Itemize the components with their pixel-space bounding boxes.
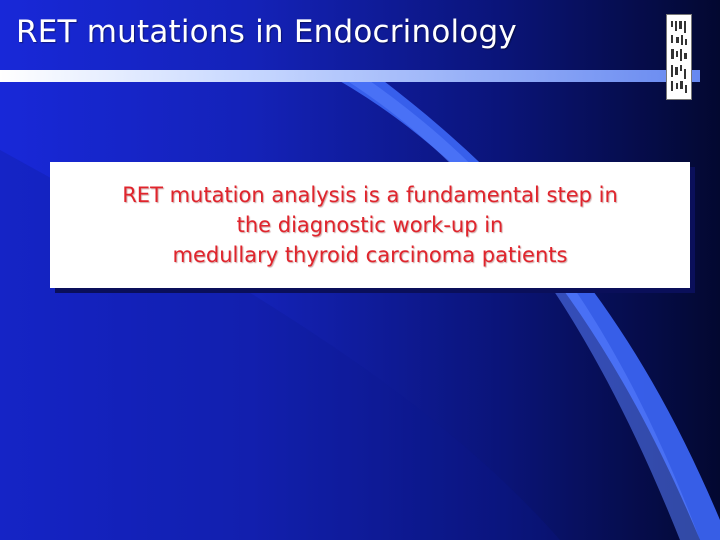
institution-logo-icon [666, 14, 692, 100]
statement-line: medullary thyroid carcinoma patients [172, 243, 568, 267]
statement-text [60, 180, 680, 270]
slide-title: RET mutations in Endocrinology [16, 14, 517, 50]
title-underline [0, 70, 700, 82]
statement-line: the diagnostic work-up in [236, 213, 504, 237]
statement-callout [50, 162, 690, 288]
statement-line: RET mutation analysis is a fundamental step in [122, 183, 618, 207]
